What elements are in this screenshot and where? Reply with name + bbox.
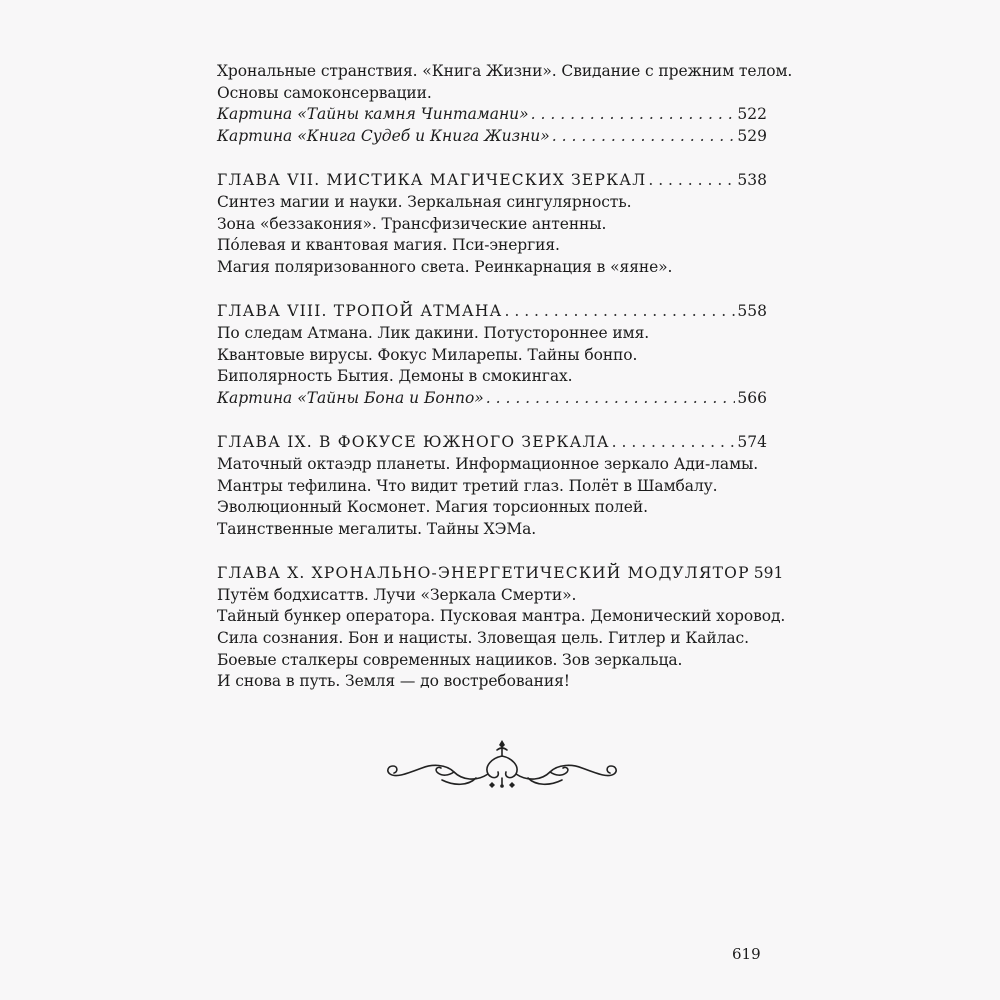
toc-line: Зона «беззакония». Трансфизические антенны. <box>217 214 607 233</box>
leader-dots <box>505 301 736 323</box>
toc-line: Сила сознания. Бон и нацисты. Зловещая цель. Гитлер и Кайлас. <box>217 629 749 648</box>
toc-line: Хрональные странствия. «Книга Жизни». Свидание с прежним телом. <box>217 62 793 80</box>
toc-block-continued <box>217 61 793 147</box>
chapter-title: ГЛАВА VIII. ТРОПОЙ АТМАНА <box>217 302 503 321</box>
entry-title: Картина «Тайны камня Чинтамани» <box>217 105 529 124</box>
toc-line: Квантовые вирусы. Фокус Миларепы. Тайны бонпо. <box>217 345 638 364</box>
entry-title: Картина «Книга Судеб и Книга Жизни» <box>217 126 550 145</box>
toc-line: Маточный октаэдр планеты. Информационное зеркало Ади-ламы. <box>217 454 759 473</box>
decorative-vignette-icon <box>384 738 620 792</box>
entry-page-number: 566 <box>737 388 767 407</box>
toc-line: По́левая и квантовая магия. Пси-энергия. <box>217 236 560 255</box>
toc-picture-entry <box>217 388 767 410</box>
toc-line: Таинственные мегалиты. Тайны ХЭМа. <box>217 519 537 538</box>
toc-picture-entry <box>217 104 767 126</box>
chapter-page-number: 591 <box>753 564 784 583</box>
chapter-page-number: 574 <box>737 433 767 452</box>
chapter-heading <box>217 432 767 454</box>
chapter-page-number: 558 <box>737 302 767 321</box>
chapter-title: ГЛАВА X. ХРОНАЛЬНО-ЭНЕРГЕТИЧЕСКИЙ МОДУЛЯТОР <box>217 564 750 583</box>
entry-page-number: 522 <box>737 105 767 124</box>
toc-line: Синтез магии и науки. Зеркальная сингулярность. <box>217 192 632 211</box>
chapter-title: ГЛАВА IX. В ФОКУСЕ ЮЖНОГО ЗЕРКАЛА <box>217 433 610 452</box>
toc-line: Биполярность Бытия. Демоны в смокингах. <box>217 367 573 386</box>
toc-line: Мантры тефилина. Что видит третий глаз. Полёт в Шамбалу. <box>217 476 718 495</box>
entry-title: Картина «Тайны Бона и Бонпо» <box>217 388 484 407</box>
leader-dots <box>648 170 735 192</box>
toc-line: Основы самоконсервации. <box>217 83 432 102</box>
chapter-heading <box>217 301 767 323</box>
toc-chapter-8 <box>217 301 767 409</box>
chapter-heading <box>217 170 767 192</box>
leader-dots <box>552 126 736 148</box>
entry-page-number: 529 <box>737 126 767 145</box>
chapter-title: ГЛАВА VII. МИСТИКА МАГИЧЕСКИХ ЗЕРКАЛ <box>217 171 647 190</box>
toc-picture-entry <box>217 126 767 148</box>
leader-dots <box>486 388 736 410</box>
toc-line: Тайный бункер оператора. Пусковая мантра. Демонический хоровод. <box>217 607 786 626</box>
toc-line: Боевые сталкеры современных нацииков. Зов зеркальца. <box>217 650 683 669</box>
toc-line: И снова в путь. Земля — до востребования! <box>217 672 570 691</box>
chapter-page-number: 538 <box>737 171 767 190</box>
toc-chapter-7 <box>217 170 767 278</box>
leader-dots <box>612 432 736 454</box>
table-of-contents <box>217 61 793 693</box>
chapter-heading <box>217 563 784 585</box>
page-number: 619 <box>732 945 761 963</box>
toc-chapter-10 <box>217 563 786 693</box>
leader-dots <box>531 104 736 126</box>
toc-line: Магия поляризованного света. Реинкарнация в «яяне». <box>217 257 673 276</box>
toc-line: По следам Атмана. Лик дакини. Потустороннее имя. <box>217 323 650 342</box>
toc-line: Эволюционный Космонет. Магия торсионных полей. <box>217 498 648 517</box>
toc-line: Путём бодхисаттв. Лучи «Зеркала Смерти». <box>217 585 577 604</box>
toc-chapter-9 <box>217 432 767 540</box>
